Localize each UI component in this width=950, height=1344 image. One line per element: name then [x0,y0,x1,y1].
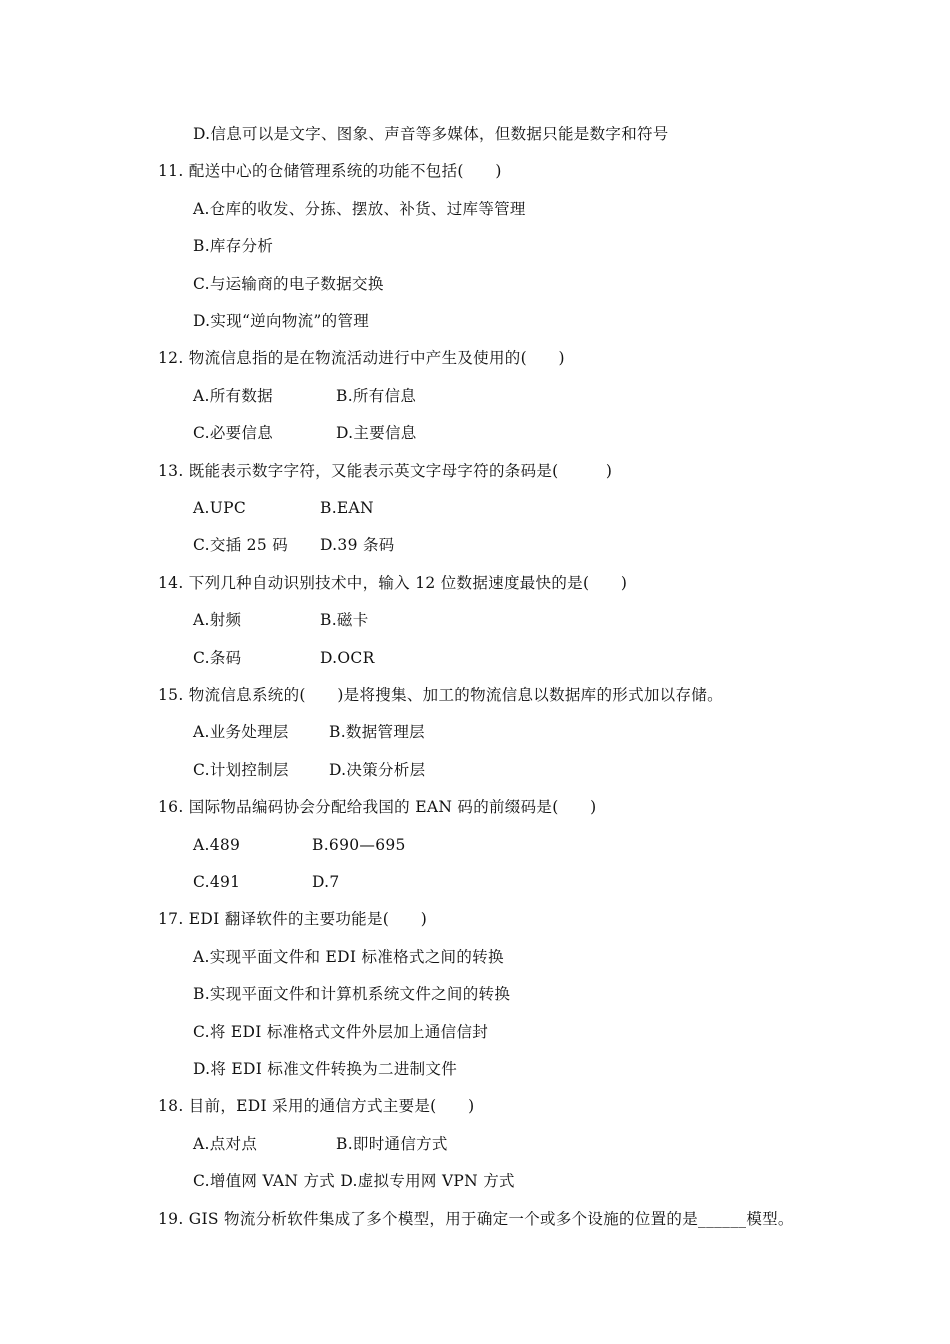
answer-option-line [193,124,669,144]
line-text: A.489 [193,835,241,854]
line-text: C.条码 [193,648,242,667]
question-stem [158,685,723,705]
answer-option-line [193,423,417,443]
line-text: 11. 配送中心的仓储管理系统的功能不包括( ) [158,162,502,181]
line-text: C.交插 25 码 [193,536,289,555]
line-text: C.计划控制层 [193,760,289,779]
second-option-text: B.即时通信方式 [336,1134,448,1153]
second-option-text: D.决策分析层 [329,760,426,779]
line-text: A.UPC [193,499,246,517]
line-text: C.与运输商的电子数据交换 [193,274,384,293]
question-stem [158,348,565,368]
line-text: A.所有数据 [193,386,273,405]
answer-option-line [193,872,340,892]
question-stem [158,161,502,181]
line-text: 15. 物流信息系统的( )是将搜集、加工的物流信息以数据库的形式加以存储。 [158,686,723,704]
line-text: 13. 既能表示数字字符，又能表示英文字母字符的条码是( ) [158,461,613,480]
answer-option-line [193,610,369,630]
line-text: A.点对点 [193,1134,258,1153]
answer-option-line [193,760,426,780]
question-stem [158,1209,794,1229]
line-text: C.增值网 VAN 方式 D.虚拟专用网 VPN 方式 [193,1172,515,1191]
line-text: A.实现平面文件和 EDI 标准格式之间的转换 [193,947,504,966]
answer-option-line [193,274,384,294]
second-option-text: B.磁卡 [320,611,369,630]
line-text: A.业务处理层 [193,723,289,742]
answer-option-line [193,1059,457,1079]
line-text: C.必要信息 [193,424,274,443]
answer-option-line [193,835,406,855]
question-stem [158,461,612,481]
answer-option-line [193,199,526,219]
second-option-text: B.690—695 [312,835,406,854]
second-option-text: B.数据管理层 [329,723,425,742]
second-option-text: D.39 条码 [320,536,395,555]
line-text: 16. 国际物品编码协会分配给我国的 EAN 码的前缀码是( ) [158,798,597,817]
line-text: 18. 目前，EDI 采用的通信方式主要是( ) [158,1097,475,1116]
answer-option-line [193,648,375,668]
line-text: 14. 下列几种自动识别技术中，输入 12 位数据速度最快的是( ) [158,573,628,592]
second-option-text: B.EAN [320,499,374,517]
answer-option-line [193,1022,488,1042]
answer-option-line [193,311,369,331]
question-stem [158,1096,474,1116]
line-text: 17. EDI 翻译软件的主要功能是( ) [158,910,428,929]
line-text: D.将 EDI 标准文件转换为二进制文件 [193,1060,458,1078]
second-option-text: B.所有信息 [336,386,417,405]
question-stem [158,909,427,929]
line-text: D.信息可以是文字、图象、声音等多媒体，但数据只能是数字和符号 [193,125,669,143]
answer-option-line [193,535,395,555]
line-text: C.491 [193,873,241,891]
line-text: A.射频 [193,611,242,630]
second-option-text: D.OCR [320,648,375,667]
second-option-text: D.主要信息 [336,424,417,443]
answer-option-line [193,984,510,1004]
line-text: C.将 EDI 标准格式文件外层加上通信信封 [193,1022,489,1041]
answer-option-line [193,722,425,742]
line-text: B.实现平面文件和计算机系统文件之间的转换 [193,985,511,1004]
answer-option-line [193,1171,515,1191]
line-text: B.库存分析 [193,237,274,256]
line-text: D.实现“逆向物流”的管理 [193,312,370,330]
answer-option-line [193,386,417,406]
line-text: 12. 物流信息指的是在物流活动进行中产生及使用的( ) [158,349,565,368]
question-stem [158,573,627,593]
answer-option-line [193,236,273,256]
answer-option-line [193,498,374,518]
line-text: A.仓库的收发、分拣、摆放、补货、过库等管理 [193,199,526,218]
question-stem [158,797,597,817]
second-option-text: D.7 [312,873,340,891]
answer-option-line [193,947,504,967]
line-text: 19. GIS 物流分析软件集成了多个模型，用于确定一个或多个设施的位置的是______模型。 [158,1209,794,1228]
answer-option-line [193,1134,448,1154]
